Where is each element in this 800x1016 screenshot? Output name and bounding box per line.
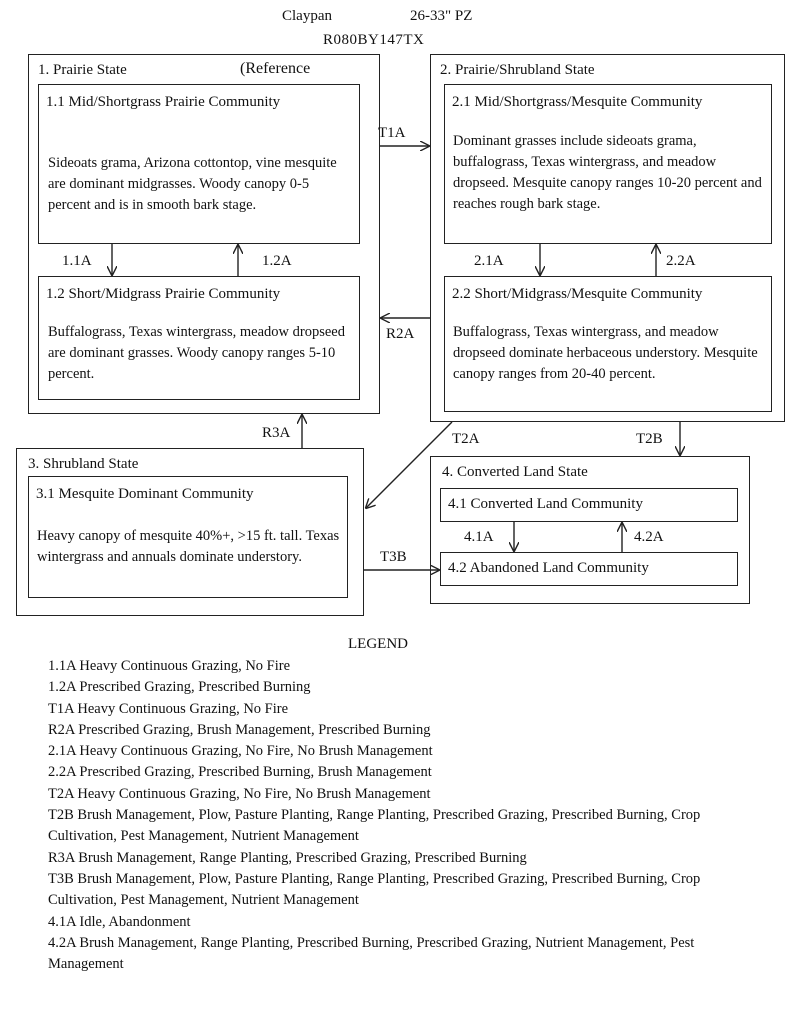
legend-item: T1A Heavy Continuous Grazing, No Fire [48, 700, 289, 717]
state-2-title: 2. Prairie/Shrubland State [440, 62, 595, 78]
ecosite-code: R080BY147TX [323, 32, 425, 48]
legend-item: T2A Heavy Continuous Grazing, No Fire, No Brush Management [48, 785, 431, 802]
legend-item: 2.2A Prescribed Grazing, Prescribed Burning, Brush Management [48, 764, 432, 781]
label-2-1a: 2.1A [474, 253, 504, 269]
label-r2a: R2A [386, 326, 415, 342]
precip-zone: 26-33" PZ [410, 8, 473, 24]
community-2-2-text: Buffalograss, Texas wintergrass, and meadow dropseed dominate herbaceous understory. Mesquite canopy ranges from 20-40 percent. [453, 324, 758, 382]
state-1-title: 1. Prairie State [38, 62, 127, 78]
legend-list [48, 656, 728, 975]
state-4-title: 4. Converted Land State [442, 464, 588, 480]
label-4-1a: 4.1A [464, 529, 494, 545]
legend-title: LEGEND [348, 636, 408, 652]
community-2-1-text: Dominant grasses include sideoats grama, buffalograss, Texas wintergrass, and meadow dropseed. Mesquite canopy ranges 10-20 percent and reaches rough bark stage. [453, 133, 762, 212]
community-2-2-title: 2.2 Short/Midgrass/Mesquite Community [452, 286, 703, 302]
community-4-1-title: 4.1 Converted Land Community [448, 496, 643, 512]
legend-item: 1.2A Prescribed Grazing, Prescribed Burning [48, 679, 311, 696]
label-t1a: T1A [378, 125, 406, 141]
community-1-1-text: Sideoats grama, Arizona cottontop, vine mesquite are dominant midgrasses. Woody canopy 0-5 percent and is in smooth bark stage. [48, 155, 337, 213]
community-4-2-title: 4.2 Abandoned Land Community [448, 560, 649, 576]
label-4-2a: 4.2A [634, 529, 664, 545]
community-3-1-text: Heavy canopy of mesquite 40%+, >15 ft. tall. Texas wintergrass and annuals dominate understory. [37, 528, 340, 565]
community-1-1-title: 1.1 Mid/Shortgrass Prairie Community [46, 94, 281, 110]
legend-item: R2A Prescribed Grazing, Brush Management, Prescribed Burning [48, 721, 431, 738]
label-1-1a: 1.1A [62, 253, 92, 269]
community-3-1-title: 3.1 Mesquite Dominant Community [36, 486, 254, 502]
legend-item: 4.1A Idle, Abandonment [48, 913, 191, 930]
community-1-2-title: 1.2 Short/Midgrass Prairie Community [46, 286, 281, 302]
label-r3a: R3A [262, 425, 291, 441]
site-name: Claypan [282, 8, 332, 24]
state-3-title: 3. Shrubland State [28, 456, 139, 472]
label-t2a: T2A [452, 431, 480, 447]
legend-item: T2B Brush Management, Plow, Pasture Planting, Range Planting, Prescribed Grazing, Prescribed Burning, Crop Cultivation, Pest Management, Nutrient Management [48, 807, 701, 845]
label-t3b: T3B [380, 549, 407, 565]
legend-item: 1.1A Heavy Continuous Grazing, No Fire [48, 658, 291, 674]
label-1-2a: 1.2A [262, 253, 292, 269]
legend-item: 2.1A Heavy Continuous Grazing, No Fire, No Brush Management [48, 743, 433, 760]
state-1-reference: (Reference [240, 60, 311, 77]
community-1-2-text: Buffalograss, Texas wintergrass, meadow dropseed are dominant grasses. Woody canopy ranges 5-10 percent. [48, 324, 345, 382]
legend-item: T3B Brush Management, Plow, Pasture Planting, Range Planting, Prescribed Grazing, Prescribed Burning, Crop Cultivation, Pest Management, Nutrient Management [48, 870, 701, 909]
legend-item: 4.2A Brush Management, Range Planting, Prescribed Burning, Prescribed Grazing, Nutrient Management, Pest Management [48, 934, 695, 973]
label-t2b: T2B [636, 431, 663, 447]
community-2-1-title: 2.1 Mid/Shortgrass/Mesquite Community [452, 94, 703, 110]
label-2-2a: 2.2A [666, 253, 696, 269]
arrow-t2a [366, 422, 452, 508]
legend-item: R3A Brush Management, Range Planting, Prescribed Grazing, Prescribed Burning [48, 849, 527, 866]
